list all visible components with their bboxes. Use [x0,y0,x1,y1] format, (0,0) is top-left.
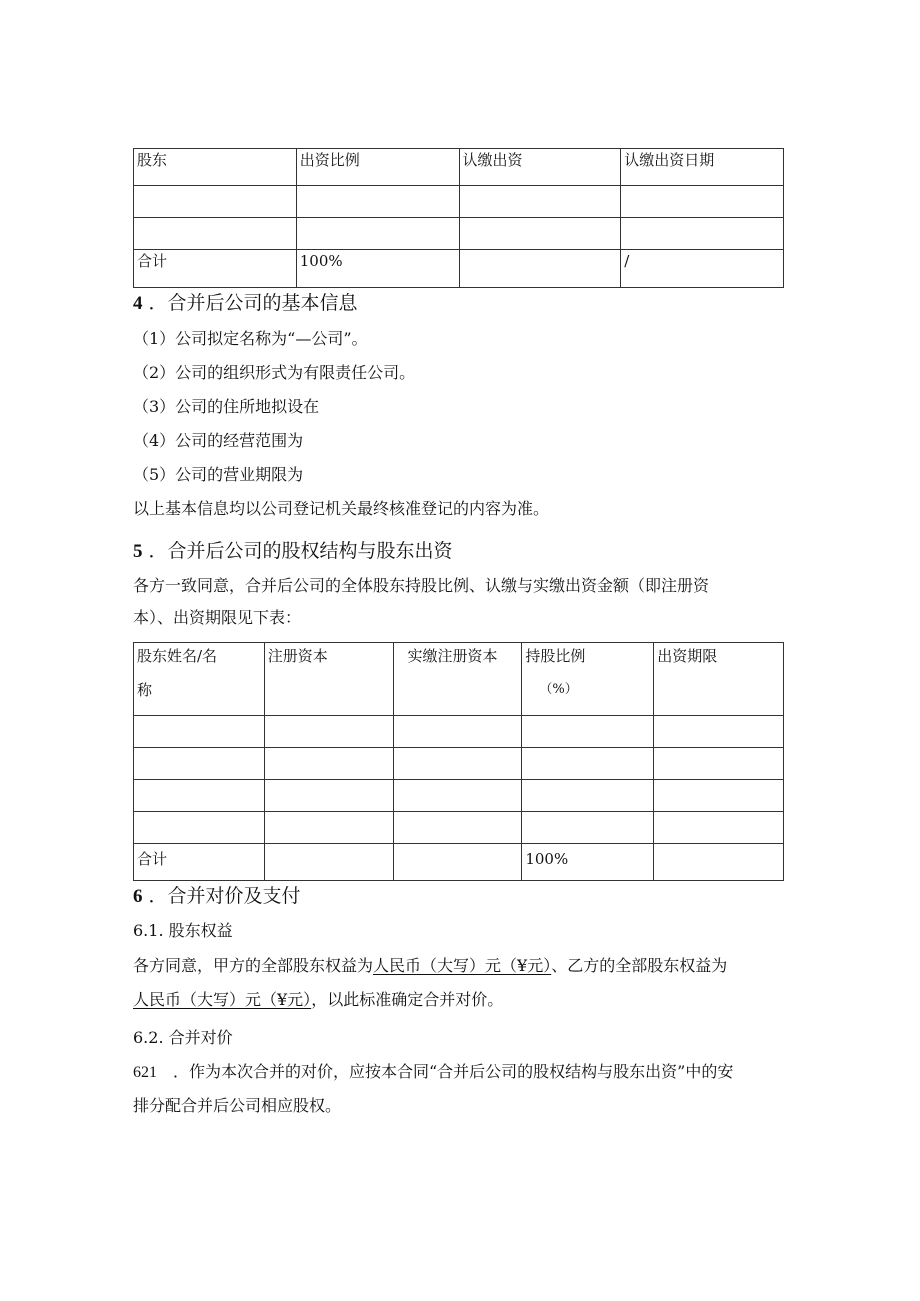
section-6-heading [133,881,301,908]
total-date: / [621,250,784,288]
table-cell [264,716,393,748]
table-total-row [134,250,784,288]
section-5-heading [133,536,453,563]
table-cell [134,812,265,844]
table-cell [134,186,297,218]
list-item: （4）公司的经营范围为 [133,431,304,450]
section-5-number: 5 [133,541,143,562]
table-cell [654,780,784,812]
table-cell [522,780,654,812]
list-item: （1）公司拟定名称为“—公司”。 [133,329,368,348]
total-subscribed [459,250,621,288]
table-cell [522,748,654,780]
table-cell [264,748,393,780]
text-segment: ，以此标准确定合并对价。 [311,990,504,1009]
underlined-amount: 人民币（大写）元（¥元） [133,990,312,1009]
header-cell-registered-capital: 注册资本 [264,643,393,716]
table-total-row [134,844,784,881]
section-4-note: 以上基本信息均以公司登记机关最终核准登记的内容为准。 [133,499,550,518]
subsection-6-2-line: 排分配合并后公司相应股权。 [133,1096,342,1115]
header-cell: 认缴出资 [459,149,621,186]
total-ratio: 100% [522,844,654,881]
table-cell [296,186,459,218]
table-cell [264,844,393,881]
header-line: 称 [137,681,153,699]
list-item: （3）公司的住所地拟设在 [133,397,320,416]
table-cell [264,780,393,812]
list-item: （5）公司的营业期限为 [133,465,304,484]
section-6-number: 6 [133,886,143,907]
header-line: 股东姓名/名 [137,647,218,665]
clause-number: 621 [133,1064,157,1081]
table-cell [621,186,784,218]
table-cell [134,780,265,812]
list-item: （2）公司的组织形式为有限责任公司。 [133,363,416,382]
table-cell [134,716,265,748]
text-segment: ．作为本次合并的对价，应按本合同“合并后公司的股权结构与股东出资”中的安 [173,1062,734,1081]
table-cell [654,844,784,881]
table-cell [134,748,265,780]
section-4-heading [133,288,358,315]
header-line: 持股比例 [525,647,586,665]
subsection-6-1-line [133,953,727,976]
table-row [134,748,784,780]
section-4-title: ．合并后公司的基本信息 [148,292,358,314]
underlined-amount: 人民币（大写）元（¥元） [373,956,552,975]
table-cell [621,218,784,250]
table-cell [654,716,784,748]
total-label: 合计 [134,250,297,288]
header-cell-share-ratio [522,643,654,716]
text-segment: 各方同意，甲方的全部股东权益为 [133,956,374,975]
total-ratio: 100% [296,250,459,288]
header-cell: 认缴出资日期 [621,149,784,186]
header-cell: 股东 [134,149,297,186]
table-cell [264,812,393,844]
section-5-title: ．合并后公司的股权结构与股东出资 [148,540,453,562]
table-cell [393,716,522,748]
table-header-row [134,149,784,186]
header-cell-shareholder-name [134,643,265,716]
subsection-6-1-title: 6.1. 股东权益 [133,921,233,940]
table-cell [654,812,784,844]
table-cell [654,748,784,780]
table-cell [522,716,654,748]
header-line: （%） [539,682,578,697]
table-row [134,812,784,844]
table-row [134,716,784,748]
section-6-title: ．合并对价及支付 [148,885,301,907]
table-cell [393,748,522,780]
table-cell [393,812,522,844]
header-cell-paid-in-capital: 实缴注册资本 [393,643,522,716]
table-row [134,780,784,812]
table-row [134,186,784,218]
table-cell [459,186,621,218]
subsection-6-1-line [133,987,503,1010]
table-cell [393,844,522,881]
subsection-6-2-line [133,1059,733,1082]
equity-structure-table [133,642,784,881]
table-cell [296,218,459,250]
table-cell [134,218,297,250]
section-4-number: 4 [133,293,143,314]
table-row [134,218,784,250]
text-segment: 、乙方的全部股东权益为 [551,956,728,975]
table-header-row [134,643,784,716]
header-cell-term: 出资期限 [654,643,784,716]
table-cell [459,218,621,250]
header-cell: 出资比例 [296,149,459,186]
section-5-paragraph-line: 各方一致同意，合并后公司的全体股东持股比例、认缴与实缴出资金额（即注册资 [133,576,710,595]
section-5-paragraph-line: 本）、出资期限见下表： [133,608,302,627]
table-cell [393,780,522,812]
table-cell [522,812,654,844]
shareholder-table [133,148,784,288]
subsection-6-2-title: 6.2. 合并对价 [133,1028,233,1047]
total-label: 合计 [134,844,265,881]
